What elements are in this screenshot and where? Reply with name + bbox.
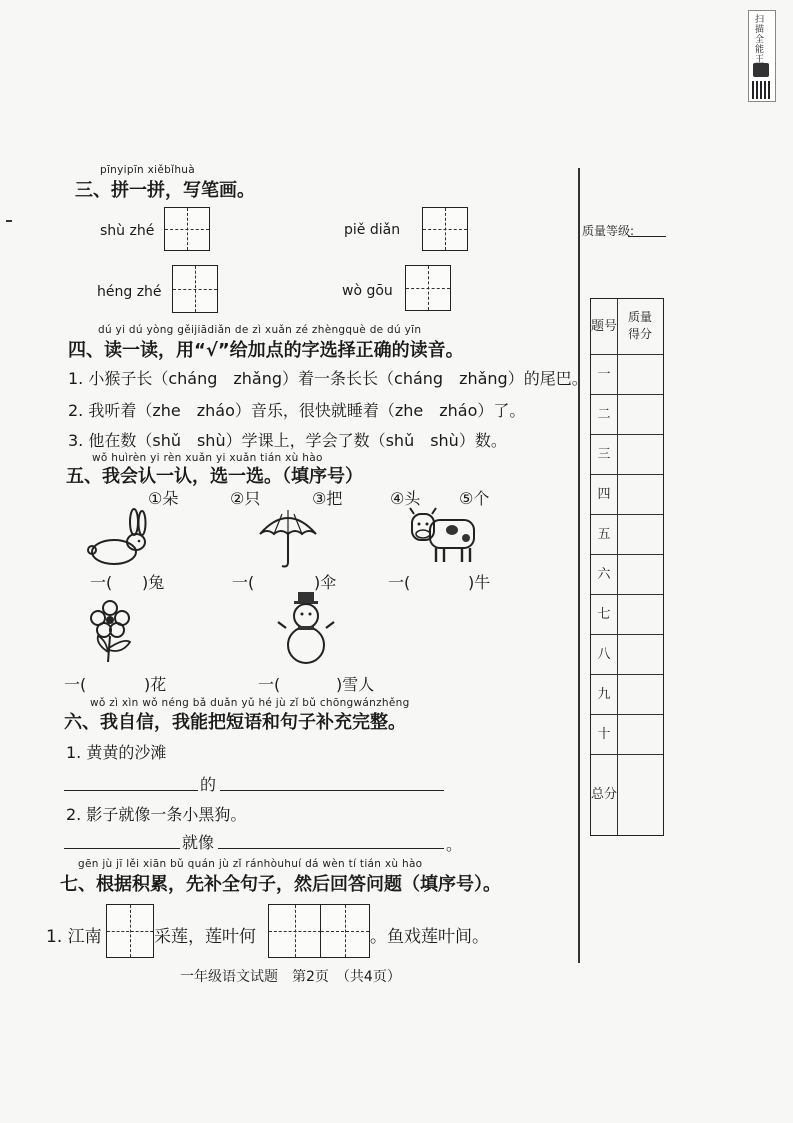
section7-pinyin: gēn jù jī lěi xiān bǔ quán jù zǐ ránhòuhuí dá wèn tí tián xù hào bbox=[78, 858, 423, 870]
blank-umbrella-prefix: 一( bbox=[232, 573, 255, 592]
q2-blank-2[interactable] bbox=[218, 848, 444, 849]
score-row-label: 九 bbox=[591, 675, 617, 715]
blank-cow-prefix: 一( bbox=[388, 573, 411, 592]
quality-grade-label: 质量等级: bbox=[582, 224, 635, 238]
blank-flower-suffix: )花 bbox=[144, 675, 167, 694]
qr-code-stamp bbox=[748, 10, 776, 102]
score-header-item: 题号 bbox=[591, 299, 617, 355]
section5-title: 五、我会认一认，选一选。（填序号） bbox=[66, 466, 363, 487]
section6-q2-mid: 就像 bbox=[182, 833, 215, 852]
blank-flower-prefix: 一( bbox=[64, 675, 87, 694]
score-row-value[interactable] bbox=[617, 715, 663, 755]
page-divider bbox=[578, 168, 580, 963]
option-2: ②只 bbox=[230, 489, 261, 508]
section4-line-2: 2. 我听着（zhe zháo）音乐，很快就睡着（zhe zháo）了。 bbox=[68, 401, 526, 420]
section3-title: 三、拼一拼，写笔画。 bbox=[75, 180, 255, 201]
section4-title: 四、读一读，用“√”给加点的字选择正确的读音。 bbox=[68, 340, 464, 361]
blank-snowman-prefix: 一( bbox=[258, 675, 281, 694]
score-row-value[interactable] bbox=[617, 755, 663, 835]
section6-q2-end: 。 bbox=[446, 835, 463, 854]
tianzige-box[interactable] bbox=[268, 904, 322, 958]
q2-blank-1[interactable] bbox=[64, 848, 180, 849]
score-row-value[interactable] bbox=[617, 675, 663, 715]
section7-q1-c: 。鱼戏莲叶间。 bbox=[370, 927, 489, 947]
score-row-value[interactable] bbox=[617, 395, 663, 435]
pinyin-hengzhe: héng zhé bbox=[97, 284, 162, 300]
tianzige-box[interactable] bbox=[164, 207, 210, 251]
option-1: ①朵 bbox=[148, 489, 179, 508]
blank-rabbit-suffix: )兔 bbox=[142, 573, 165, 592]
score-row-label: 总分 bbox=[591, 787, 618, 802]
pinyin-piedian: piě diǎn bbox=[344, 222, 401, 238]
q1-blank-1[interactable] bbox=[64, 790, 198, 791]
blank-snowman-suffix: )雪人 bbox=[336, 675, 375, 694]
left-edge-mark bbox=[6, 220, 12, 222]
section5-pinyin: wǒ huìrèn yi rèn xuǎn yi xuǎn tián xù hào bbox=[92, 452, 323, 464]
section6-q1: 1. 黄黄的沙滩 bbox=[66, 743, 167, 762]
score-row-label: 二 bbox=[591, 395, 617, 435]
tianzige-box[interactable] bbox=[172, 265, 218, 313]
section4-line-1: 1. 小猴子长（cháng zhǎng）着一条长长（cháng zhǎng）的尾巴。 bbox=[68, 369, 588, 388]
option-3: ③把 bbox=[312, 489, 343, 508]
section4-pinyin: dú yi dú yòng gěijiādiǎn de zì xuǎn zé zhèngquè de dú yīn bbox=[98, 324, 422, 336]
blank-cow-suffix: )牛 bbox=[468, 573, 491, 592]
qr-label: 扫描全能王 bbox=[755, 15, 765, 65]
score-row-label: 六 bbox=[591, 555, 617, 595]
qr-logo-icon bbox=[753, 63, 769, 77]
section7-q1-b: 采莲，莲叶何 bbox=[154, 927, 256, 947]
score-row-value[interactable] bbox=[617, 595, 663, 635]
score-row-label: 四 bbox=[591, 475, 617, 515]
section7-q1-a: 1. 江南 bbox=[46, 927, 102, 947]
score-row-value[interactable] bbox=[617, 515, 663, 555]
page-footer: 一年级语文试题 第2页 （共4页） bbox=[180, 969, 401, 985]
section6-pinyin: wǒ zì xìn wǒ néng bǎ duǎn yǔ hé jù zǐ bǔ chōngwánzhěng bbox=[90, 697, 410, 709]
quality-grade-blank[interactable] bbox=[628, 236, 666, 237]
score-row-value[interactable] bbox=[617, 435, 663, 475]
q1-blank-2[interactable] bbox=[220, 790, 444, 791]
umbrella-icon bbox=[256, 506, 320, 570]
score-row-value[interactable] bbox=[617, 635, 663, 675]
score-row-label: 一 bbox=[591, 355, 617, 395]
score-header-score: 质量得分 bbox=[617, 299, 663, 355]
score-row-label: 八 bbox=[591, 635, 617, 675]
section6-title: 六、我自信，我能把短语和句子补充完整。 bbox=[64, 712, 406, 733]
blank-umbrella-suffix: )伞 bbox=[314, 573, 337, 592]
option-4: ④头 bbox=[390, 489, 421, 508]
flower-icon bbox=[90, 598, 140, 664]
pinyin-shuzhe: shù zhé bbox=[100, 223, 155, 239]
score-table bbox=[590, 298, 664, 836]
section4-line-3: 3. 他在数（shǔ shù）学课上，学会了数（shǔ shù）数。 bbox=[68, 431, 507, 450]
score-row-label: 十 bbox=[591, 715, 617, 755]
section3-pinyin: pīnyipīn xiěbǐhuà bbox=[100, 164, 195, 176]
score-row-value[interactable] bbox=[617, 555, 663, 595]
score-row-label: 七 bbox=[591, 595, 617, 635]
score-row-label: 五 bbox=[591, 515, 617, 555]
section6-q1-mid: 的 bbox=[200, 775, 217, 794]
tianzige-box[interactable] bbox=[106, 904, 154, 958]
tianzige-box[interactable] bbox=[405, 265, 451, 311]
score-row-value[interactable] bbox=[617, 475, 663, 515]
tianzige-box[interactable] bbox=[320, 904, 370, 958]
score-row-label: 三 bbox=[591, 435, 617, 475]
cow-icon bbox=[408, 506, 480, 568]
section6-q2: 2. 影子就像一条小黑狗。 bbox=[66, 805, 247, 824]
section7-title: 七、根据积累，先补全句子，然后回答问题（填序号）。 bbox=[60, 874, 501, 895]
qr-pattern bbox=[752, 81, 770, 99]
pinyin-wogou: wò gōu bbox=[342, 283, 393, 299]
tianzige-box[interactable] bbox=[422, 207, 468, 251]
snowman-icon bbox=[276, 590, 336, 666]
blank-rabbit-prefix: 一( bbox=[90, 573, 113, 592]
rabbit-icon bbox=[86, 508, 152, 568]
score-row-value[interactable] bbox=[617, 355, 663, 395]
option-5: ⑤个 bbox=[459, 489, 490, 508]
